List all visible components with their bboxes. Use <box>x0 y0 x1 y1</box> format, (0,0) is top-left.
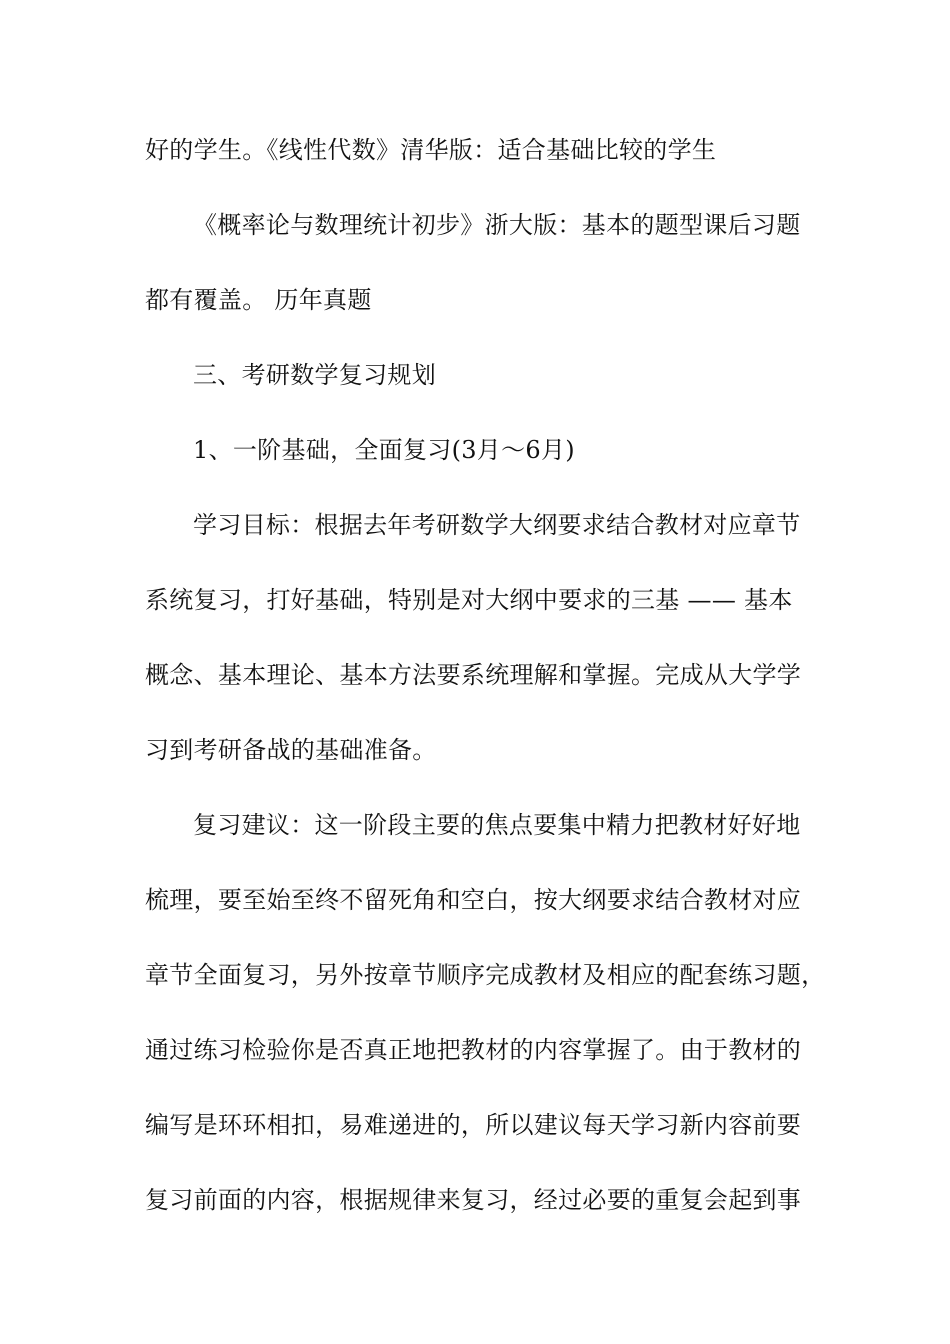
paragraph-line: 复习前面的内容，根据规律来复习，经过必要的重复会起到事 <box>145 1186 802 1214</box>
paragraph-line: 章节全面复习，另外按章节顺序完成教材及相应的配套练习题， <box>145 961 826 989</box>
paragraph-line: 概念、基本理论、基本方法要系统理解和掌握。完成从大学学 <box>145 661 802 689</box>
paragraph-line: 编写是环环相扣，易难递进的，所以建议每天学习新内容前要 <box>145 1111 802 1139</box>
paragraph-line: 梳理，要至始至终不留死角和空白，按大纲要求结合教材对应 <box>145 886 802 914</box>
paragraph-line: 都有覆盖。 历年真题 <box>145 286 372 314</box>
paragraph-line: 通过练习检验你是否真正地把教材的内容掌握了。由于教材的 <box>145 1036 802 1064</box>
paragraph-line: 好的学生。《线性代数》清华版：适合基础比较的学生 <box>145 136 717 164</box>
section-heading: 三、考研数学复习规划 <box>193 361 436 389</box>
paragraph-line: 学习目标：根据去年考研数学大纲要求结合教材对应章节 <box>193 511 801 539</box>
paragraph-line: 《概率论与数理统计初步》浙大版：基本的题型课后习题 <box>193 211 801 239</box>
paragraph-line: 系统复习，打好基础，特别是对大纲中要求的三基 —— 基本 <box>145 586 793 614</box>
subsection-heading: 1、一阶基础，全面复习(3月～6月) <box>193 436 575 464</box>
paragraph-line: 习到考研备战的基础准备。 <box>145 736 437 764</box>
paragraph-line: 复习建议：这一阶段主要的焦点要集中精力把教材好好地 <box>193 811 801 839</box>
